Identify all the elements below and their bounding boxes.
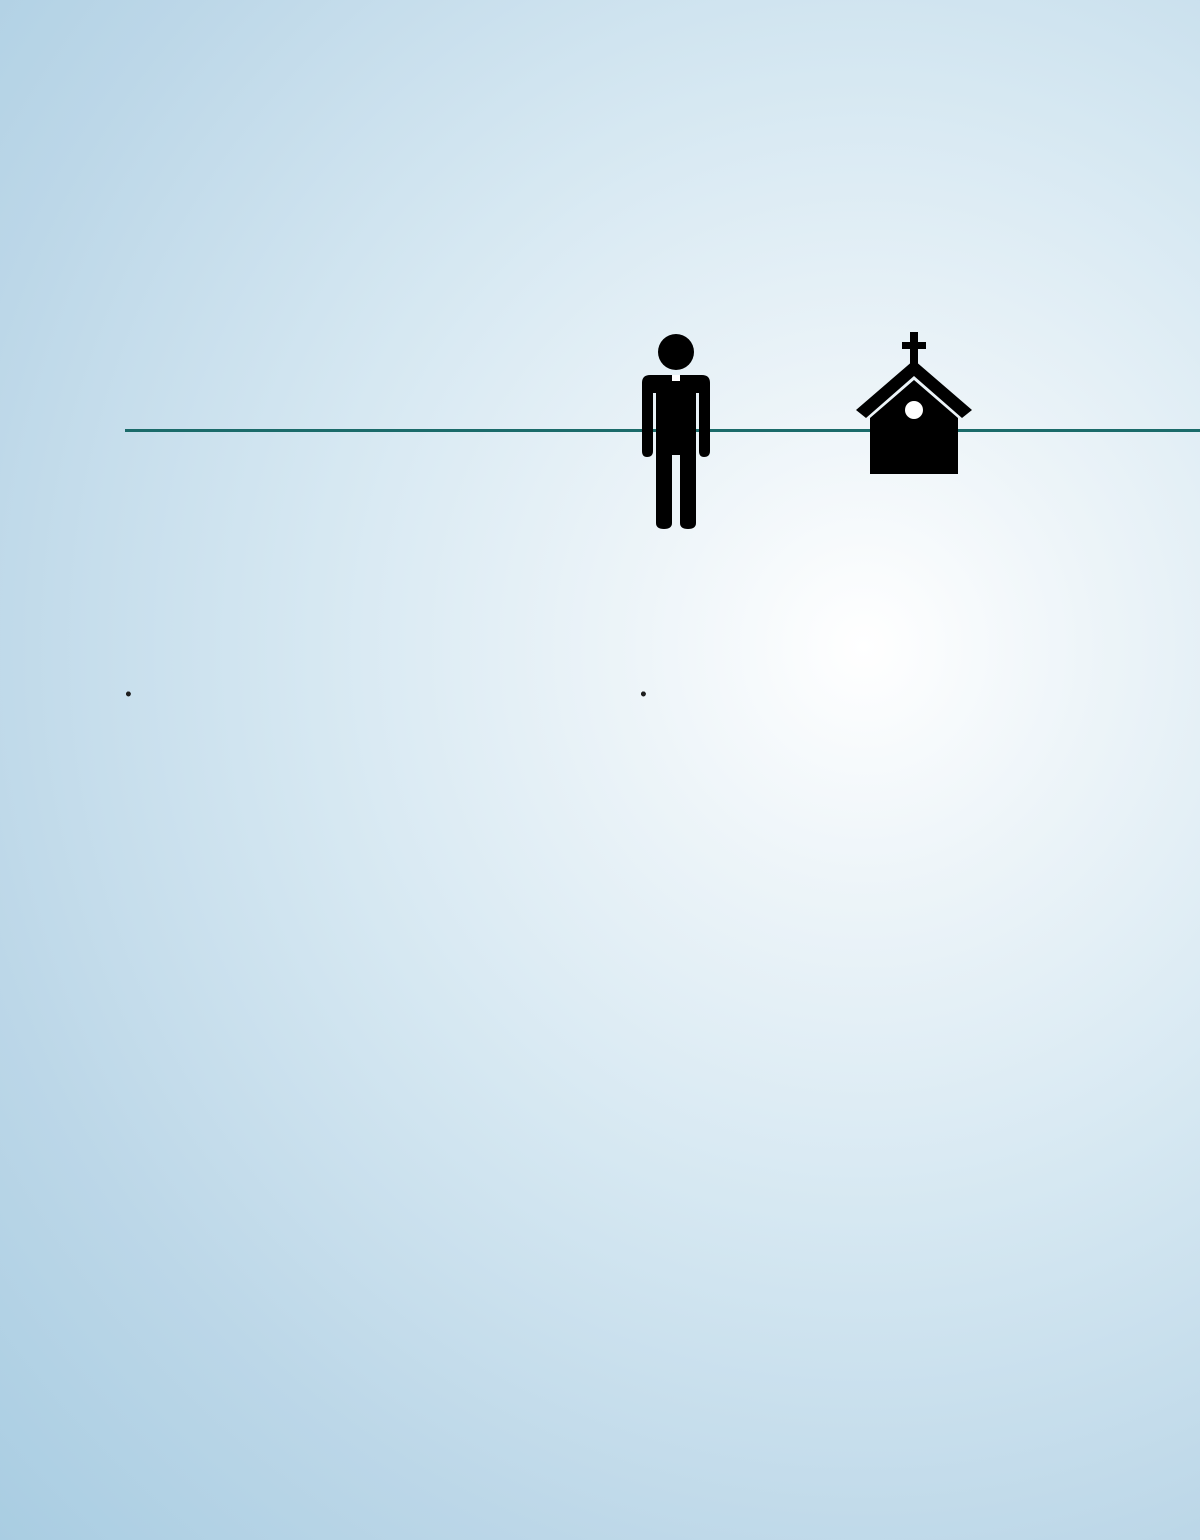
church-icon	[856, 332, 972, 474]
article-column-1	[125, 684, 615, 690]
priest-figure-icon	[636, 333, 716, 529]
